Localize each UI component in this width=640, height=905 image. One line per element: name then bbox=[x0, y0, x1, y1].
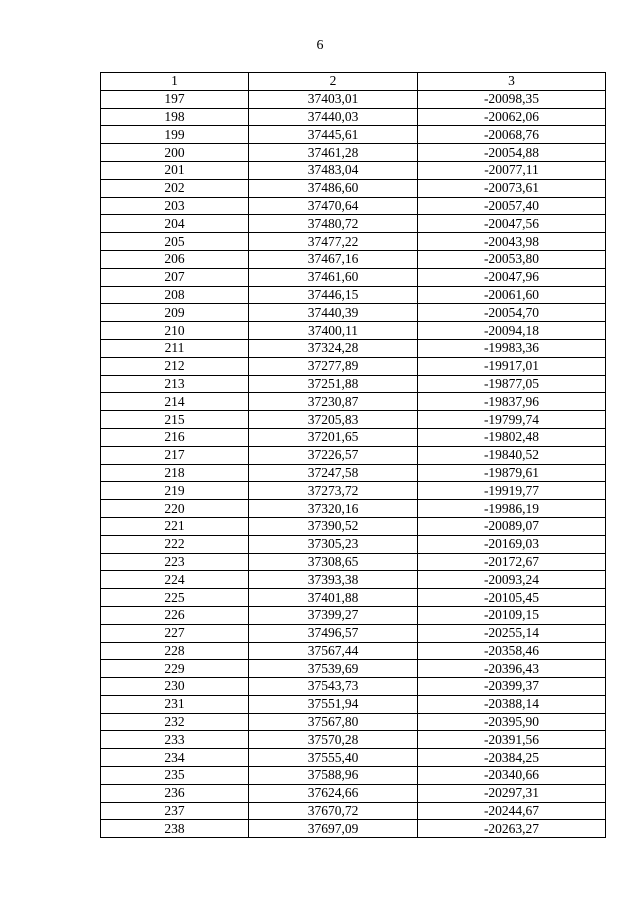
point-number-cell: 216 bbox=[101, 428, 249, 446]
x-coordinate-cell: 37461,60 bbox=[249, 268, 418, 286]
table-row bbox=[101, 606, 606, 624]
point-number-cell: 218 bbox=[101, 464, 249, 482]
x-coordinate-cell: 37393,38 bbox=[249, 571, 418, 589]
y-coordinate-cell: -20255,14 bbox=[418, 624, 606, 642]
y-coordinate-cell: -20061,60 bbox=[418, 286, 606, 304]
table-row bbox=[101, 90, 606, 108]
y-coordinate-cell: -20053,80 bbox=[418, 250, 606, 268]
point-number-cell: 203 bbox=[101, 197, 249, 215]
table-row bbox=[101, 286, 606, 304]
table-row bbox=[101, 464, 606, 482]
point-number-cell: 207 bbox=[101, 268, 249, 286]
x-coordinate-cell: 37400,11 bbox=[249, 322, 418, 340]
x-coordinate-cell: 37567,80 bbox=[249, 713, 418, 731]
table-body bbox=[101, 90, 606, 837]
point-number-cell: 220 bbox=[101, 500, 249, 518]
x-coordinate-cell: 37496,57 bbox=[249, 624, 418, 642]
point-number-cell: 224 bbox=[101, 571, 249, 589]
point-number-cell: 225 bbox=[101, 589, 249, 607]
table-row bbox=[101, 268, 606, 286]
point-number-cell: 230 bbox=[101, 678, 249, 696]
column-header-1: 1 bbox=[101, 73, 249, 91]
x-coordinate-cell: 37480,72 bbox=[249, 215, 418, 233]
point-number-cell: 221 bbox=[101, 517, 249, 535]
x-coordinate-cell: 37401,88 bbox=[249, 589, 418, 607]
x-coordinate-cell: 37483,04 bbox=[249, 161, 418, 179]
y-coordinate-cell: -20077,11 bbox=[418, 161, 606, 179]
y-coordinate-cell: -19983,36 bbox=[418, 339, 606, 357]
table-row bbox=[101, 339, 606, 357]
y-coordinate-cell: -20169,03 bbox=[418, 535, 606, 553]
table-row bbox=[101, 802, 606, 820]
y-coordinate-cell: -20395,90 bbox=[418, 713, 606, 731]
point-number-cell: 238 bbox=[101, 820, 249, 838]
x-coordinate-cell: 37588,96 bbox=[249, 767, 418, 785]
x-coordinate-cell: 37403,01 bbox=[249, 90, 418, 108]
table-row bbox=[101, 375, 606, 393]
table-row bbox=[101, 108, 606, 126]
y-coordinate-cell: -20358,46 bbox=[418, 642, 606, 660]
point-number-cell: 198 bbox=[101, 108, 249, 126]
y-coordinate-cell: -20047,96 bbox=[418, 268, 606, 286]
table-row bbox=[101, 535, 606, 553]
x-coordinate-cell: 37539,69 bbox=[249, 660, 418, 678]
point-number-cell: 200 bbox=[101, 144, 249, 162]
table-row bbox=[101, 482, 606, 500]
point-number-cell: 235 bbox=[101, 767, 249, 785]
y-coordinate-cell: -20068,76 bbox=[418, 126, 606, 144]
y-coordinate-cell: -20105,45 bbox=[418, 589, 606, 607]
x-coordinate-cell: 37670,72 bbox=[249, 802, 418, 820]
point-number-cell: 214 bbox=[101, 393, 249, 411]
x-coordinate-cell: 37226,57 bbox=[249, 446, 418, 464]
point-number-cell: 232 bbox=[101, 713, 249, 731]
y-coordinate-cell: -20073,61 bbox=[418, 179, 606, 197]
y-coordinate-cell: -20297,31 bbox=[418, 784, 606, 802]
x-coordinate-cell: 37440,39 bbox=[249, 304, 418, 322]
y-coordinate-cell: -20263,27 bbox=[418, 820, 606, 838]
point-number-cell: 222 bbox=[101, 535, 249, 553]
point-number-cell: 231 bbox=[101, 695, 249, 713]
x-coordinate-cell: 37624,66 bbox=[249, 784, 418, 802]
point-number-cell: 205 bbox=[101, 233, 249, 251]
x-coordinate-cell: 37446,15 bbox=[249, 286, 418, 304]
x-coordinate-cell: 37251,88 bbox=[249, 375, 418, 393]
point-number-cell: 209 bbox=[101, 304, 249, 322]
table-row bbox=[101, 233, 606, 251]
y-coordinate-cell: -19879,61 bbox=[418, 464, 606, 482]
x-coordinate-cell: 37320,16 bbox=[249, 500, 418, 518]
table-row bbox=[101, 749, 606, 767]
table-row bbox=[101, 624, 606, 642]
table-row bbox=[101, 571, 606, 589]
y-coordinate-cell: -20094,18 bbox=[418, 322, 606, 340]
x-coordinate-cell: 37543,73 bbox=[249, 678, 418, 696]
x-coordinate-cell: 37399,27 bbox=[249, 606, 418, 624]
table-row bbox=[101, 126, 606, 144]
point-number-cell: 204 bbox=[101, 215, 249, 233]
point-number-cell: 236 bbox=[101, 784, 249, 802]
x-coordinate-cell: 37567,44 bbox=[249, 642, 418, 660]
y-coordinate-cell: -19837,96 bbox=[418, 393, 606, 411]
y-coordinate-cell: -20384,25 bbox=[418, 749, 606, 767]
x-coordinate-cell: 37445,61 bbox=[249, 126, 418, 144]
y-coordinate-cell: -20093,24 bbox=[418, 571, 606, 589]
point-number-cell: 229 bbox=[101, 660, 249, 678]
point-number-cell: 210 bbox=[101, 322, 249, 340]
table-row bbox=[101, 553, 606, 571]
table-row bbox=[101, 411, 606, 429]
point-number-cell: 226 bbox=[101, 606, 249, 624]
table-row bbox=[101, 695, 606, 713]
table-header-row bbox=[101, 73, 606, 91]
y-coordinate-cell: -20054,88 bbox=[418, 144, 606, 162]
x-coordinate-cell: 37305,23 bbox=[249, 535, 418, 553]
table-row bbox=[101, 197, 606, 215]
x-coordinate-cell: 37230,87 bbox=[249, 393, 418, 411]
point-number-cell: 206 bbox=[101, 250, 249, 268]
point-number-cell: 201 bbox=[101, 161, 249, 179]
coordinates-table bbox=[100, 72, 606, 838]
x-coordinate-cell: 37308,65 bbox=[249, 553, 418, 571]
table-row bbox=[101, 713, 606, 731]
x-coordinate-cell: 37486,60 bbox=[249, 179, 418, 197]
table-row bbox=[101, 820, 606, 838]
y-coordinate-cell: -19799,74 bbox=[418, 411, 606, 429]
y-coordinate-cell: -20047,56 bbox=[418, 215, 606, 233]
y-coordinate-cell: -20172,67 bbox=[418, 553, 606, 571]
point-number-cell: 212 bbox=[101, 357, 249, 375]
y-coordinate-cell: -19919,77 bbox=[418, 482, 606, 500]
table-row bbox=[101, 144, 606, 162]
table-row bbox=[101, 500, 606, 518]
y-coordinate-cell: -20396,43 bbox=[418, 660, 606, 678]
point-number-cell: 217 bbox=[101, 446, 249, 464]
table-row bbox=[101, 642, 606, 660]
table-row bbox=[101, 731, 606, 749]
table-row bbox=[101, 215, 606, 233]
table-row bbox=[101, 322, 606, 340]
x-coordinate-cell: 37201,65 bbox=[249, 428, 418, 446]
x-coordinate-cell: 37470,64 bbox=[249, 197, 418, 215]
x-coordinate-cell: 37277,89 bbox=[249, 357, 418, 375]
x-coordinate-cell: 37697,09 bbox=[249, 820, 418, 838]
y-coordinate-cell: -19986,19 bbox=[418, 500, 606, 518]
y-coordinate-cell: -19840,52 bbox=[418, 446, 606, 464]
y-coordinate-cell: -20043,98 bbox=[418, 233, 606, 251]
table-row bbox=[101, 446, 606, 464]
table-row bbox=[101, 161, 606, 179]
y-coordinate-cell: -20089,07 bbox=[418, 517, 606, 535]
table-row bbox=[101, 660, 606, 678]
x-coordinate-cell: 37390,52 bbox=[249, 517, 418, 535]
point-number-cell: 237 bbox=[101, 802, 249, 820]
y-coordinate-cell: -20391,56 bbox=[418, 731, 606, 749]
y-coordinate-cell: -20057,40 bbox=[418, 197, 606, 215]
y-coordinate-cell: -19802,48 bbox=[418, 428, 606, 446]
table-row bbox=[101, 678, 606, 696]
point-number-cell: 219 bbox=[101, 482, 249, 500]
y-coordinate-cell: -20399,37 bbox=[418, 678, 606, 696]
x-coordinate-cell: 37247,58 bbox=[249, 464, 418, 482]
y-coordinate-cell: -19917,01 bbox=[418, 357, 606, 375]
point-number-cell: 213 bbox=[101, 375, 249, 393]
point-number-cell: 223 bbox=[101, 553, 249, 571]
point-number-cell: 227 bbox=[101, 624, 249, 642]
x-coordinate-cell: 37477,22 bbox=[249, 233, 418, 251]
table-row bbox=[101, 784, 606, 802]
page-number: 6 bbox=[316, 38, 324, 53]
point-number-cell: 211 bbox=[101, 339, 249, 357]
table-row bbox=[101, 428, 606, 446]
column-header-3: 3 bbox=[418, 73, 606, 91]
point-number-cell: 215 bbox=[101, 411, 249, 429]
y-coordinate-cell: -20340,66 bbox=[418, 767, 606, 785]
point-number-cell: 208 bbox=[101, 286, 249, 304]
y-coordinate-cell: -19877,05 bbox=[418, 375, 606, 393]
point-number-cell: 234 bbox=[101, 749, 249, 767]
table-row bbox=[101, 767, 606, 785]
y-coordinate-cell: -20098,35 bbox=[418, 90, 606, 108]
table-row bbox=[101, 357, 606, 375]
x-coordinate-cell: 37461,28 bbox=[249, 144, 418, 162]
table-row bbox=[101, 589, 606, 607]
point-number-cell: 197 bbox=[101, 90, 249, 108]
point-number-cell: 233 bbox=[101, 731, 249, 749]
y-coordinate-cell: -20244,67 bbox=[418, 802, 606, 820]
column-header-2: 2 bbox=[249, 73, 418, 91]
table-row bbox=[101, 250, 606, 268]
point-number-cell: 202 bbox=[101, 179, 249, 197]
y-coordinate-cell: -20109,15 bbox=[418, 606, 606, 624]
x-coordinate-cell: 37551,94 bbox=[249, 695, 418, 713]
x-coordinate-cell: 37440,03 bbox=[249, 108, 418, 126]
table-row bbox=[101, 304, 606, 322]
table-row bbox=[101, 393, 606, 411]
y-coordinate-cell: -20054,70 bbox=[418, 304, 606, 322]
x-coordinate-cell: 37324,28 bbox=[249, 339, 418, 357]
y-coordinate-cell: -20388,14 bbox=[418, 695, 606, 713]
table-row bbox=[101, 179, 606, 197]
x-coordinate-cell: 37555,40 bbox=[249, 749, 418, 767]
point-number-cell: 199 bbox=[101, 126, 249, 144]
point-number-cell: 228 bbox=[101, 642, 249, 660]
x-coordinate-cell: 37273,72 bbox=[249, 482, 418, 500]
x-coordinate-cell: 37570,28 bbox=[249, 731, 418, 749]
x-coordinate-cell: 37205,83 bbox=[249, 411, 418, 429]
x-coordinate-cell: 37467,16 bbox=[249, 250, 418, 268]
y-coordinate-cell: -20062,06 bbox=[418, 108, 606, 126]
table-row bbox=[101, 517, 606, 535]
